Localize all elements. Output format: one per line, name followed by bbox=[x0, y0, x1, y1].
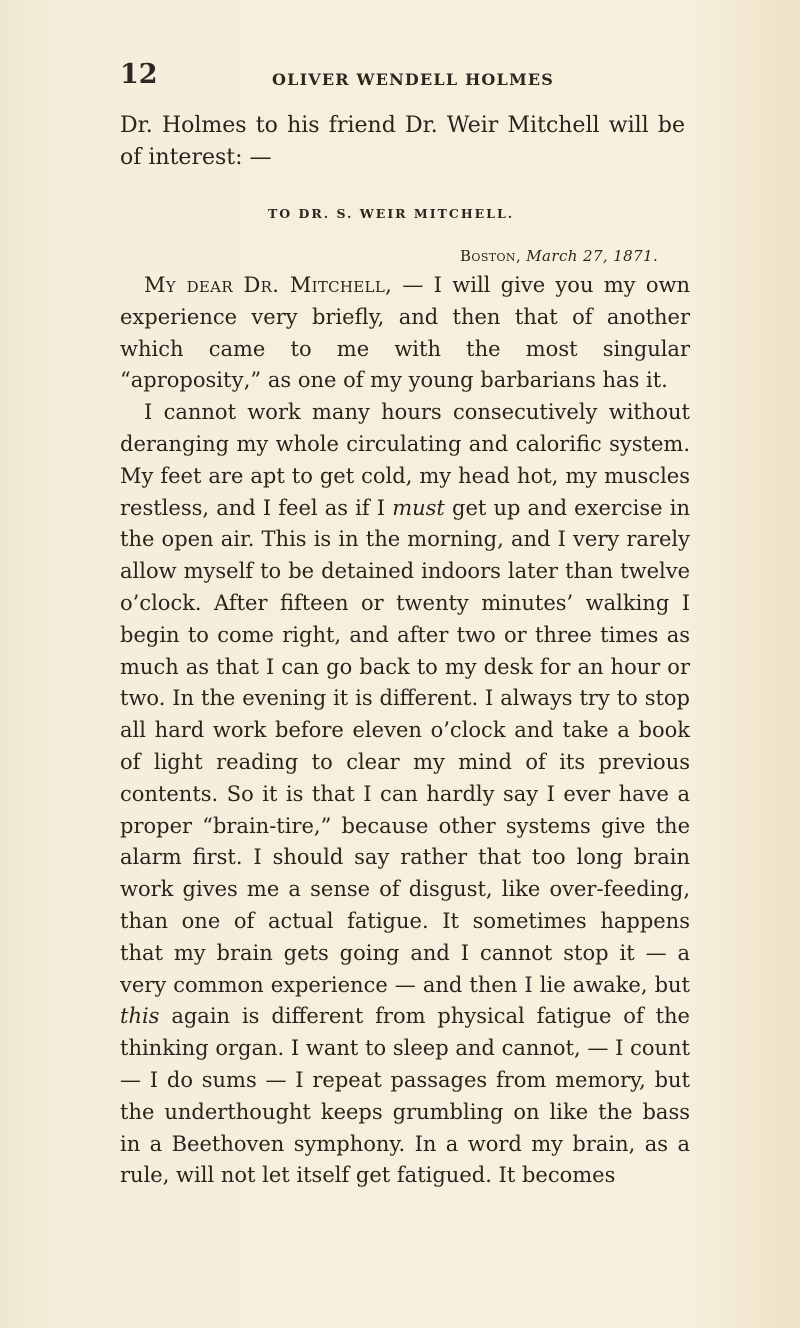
letter-paragraph-1 bbox=[120, 270, 690, 397]
paragraph-2-text-a: I cannot work many hours consecutively without deranging my whole circulating and calorific system. My feet are apt to get cold, my head hot, my muscles restless, and I feel as if I bbox=[120, 400, 690, 520]
running-head bbox=[0, 60, 800, 90]
page-number: 12 bbox=[120, 59, 158, 90]
paragraph-2-text-c: again is different from physical fatigue of the thinking organ. I want to sleep and cannot, — I count — I do sums — I repeat passages from memory, but the underthought keeps grumbling on like the bass in a Beethoven symphony. In a word my brain, as a rule, will not let itself get fatigued. It becomes bbox=[120, 1004, 690, 1188]
intro-paragraph: Dr. Holmes to his friend Dr. Weir Mitchell will be of interest: — bbox=[120, 113, 685, 170]
paragraph-1-text: — I will give you my own experience very briefly, and then that of another which came to me with the most singular “apropositу,” as one of my young barbarians has it. bbox=[120, 273, 690, 393]
letter-heading: TO DR. S. WEIR MITCHELL. bbox=[268, 206, 515, 221]
emphasis-this: this bbox=[120, 1004, 160, 1029]
letter-dateline bbox=[460, 246, 658, 266]
dateline-date: March 27, 1871. bbox=[521, 247, 659, 265]
letter-body bbox=[120, 270, 690, 1192]
book-title: OLIVER WENDELL HOLMES bbox=[272, 70, 555, 89]
dateline-place: Boston, bbox=[460, 247, 522, 265]
emphasis-must: must bbox=[392, 495, 445, 520]
letter-salutation: My dear Dr. Mitchell, bbox=[144, 273, 393, 297]
paragraph-2-text-b: get up and exercise in the open air. This is in the morning, and I very rarely allow myself to be detained indoors later than twelve o’clock. After fifteen or twenty minutes’ walking I begin to come right, and after two or three times as much as that I can go back to my desk for an hour or two. In the evening it is different. I always try to stop all hard work before eleven o’clock and take a book of light reading to clear my mind of its previous contents. So it is that I can hardly say I ever have a proper “brain-tire,” because other systems give the alarm first. I should say rather that too long brain work gives me a sense of disgust, like over-feeding, than one of actual fatigue. It sometimes happens that my brain gets going and I cannot stop it — a very common experience — and then I lie awake, but bbox=[120, 495, 690, 997]
letter-paragraph-2 bbox=[120, 397, 690, 1192]
